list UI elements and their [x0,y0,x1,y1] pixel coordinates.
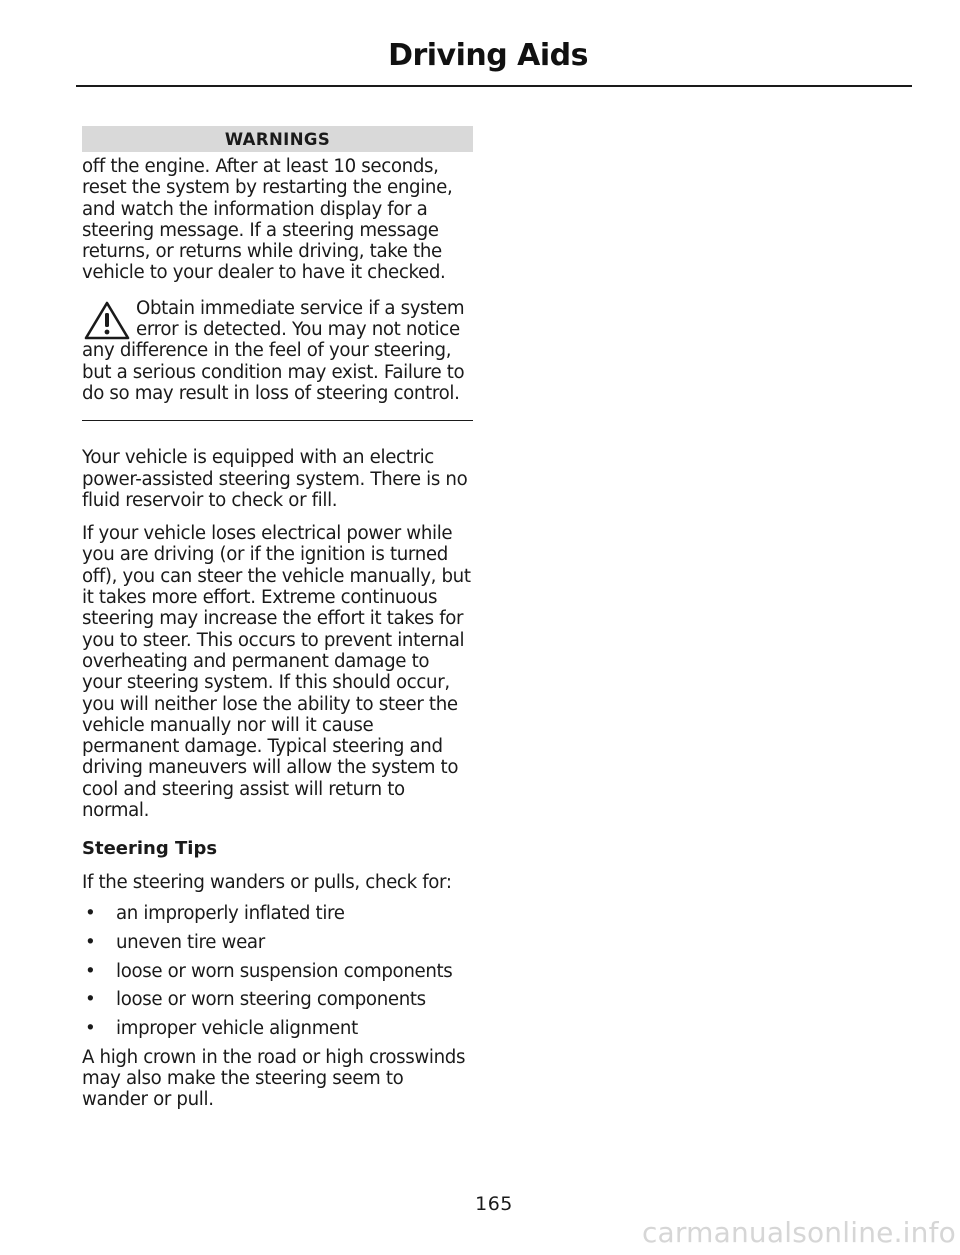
header-divider [76,85,912,87]
check-list [82,903,473,1039]
list-item [82,903,473,924]
closing-paragraph: A high crown in the road or high crosswinds may also make the steering seem to wander or pull. [82,1046,466,1111]
list-item [82,961,473,982]
body-paragraph: Your vehicle is equipped with an electric power-assisted steering system. There is no fluid reservoir to check or fill. [82,447,468,511]
list-item-text: loose or worn suspension components [116,960,453,982]
bullets-intro: If the steering wanders or pulls, check for: [82,871,452,893]
warning-notice-text: Obtain immediate service if a system error is detected. You may not notice any difference in the feel of your steering, but a serious condition may exist. Failure to do so may result in loss of steering control. [82,297,465,404]
subheading: Steering Tips [82,838,218,860]
bullet-icon: • [85,902,96,924]
list-item [82,932,473,953]
list-item [82,1018,473,1039]
content-column [82,126,473,1111]
bullet-icon: • [85,960,96,982]
list-item-text: uneven tire wear [116,931,265,953]
list-item [82,989,473,1010]
body-paragraph: If your vehicle loses electrical power while you are driving (or if the ignition is turned off), you can steer the vehicle manually, but it takes more effort. Extreme continuous steering may increase the effort it takes for you to steer. This occurs to prevent internal overheating and permanent damage to your steering system. If this should occur, you will neither lose the ability to steer the vehicle manually nor will it cause permanent damage. Typical steering and driving maneuvers will allow the system to cool and steering assist will return to normal. [82,523,471,822]
list-item-text: an improperly inflated tire [116,902,345,924]
section-title: Driving Aids [388,38,588,73]
list-item-text: improper vehicle alignment [116,1018,358,1040]
list-item-text: loose or worn steering components [116,989,426,1011]
warning-triangle-icon [84,300,130,340]
warning-notice [82,298,473,421]
page-number: 165 [475,1193,513,1215]
bullet-icon: • [85,989,96,1011]
warning-continuation-text: off the engine. After at least 10 seconds, reset the system by restarting the engine, and watch the information display for a steering message. If a steering message returns, or returns while driving, take the vehicle to your dealer to have it checked. [82,156,453,284]
warnings-header: WARNINGS [82,126,473,152]
bullet-icon: • [85,1018,96,1040]
watermark: carmanualsonline.info [641,1216,956,1249]
bullet-icon: • [85,931,96,953]
